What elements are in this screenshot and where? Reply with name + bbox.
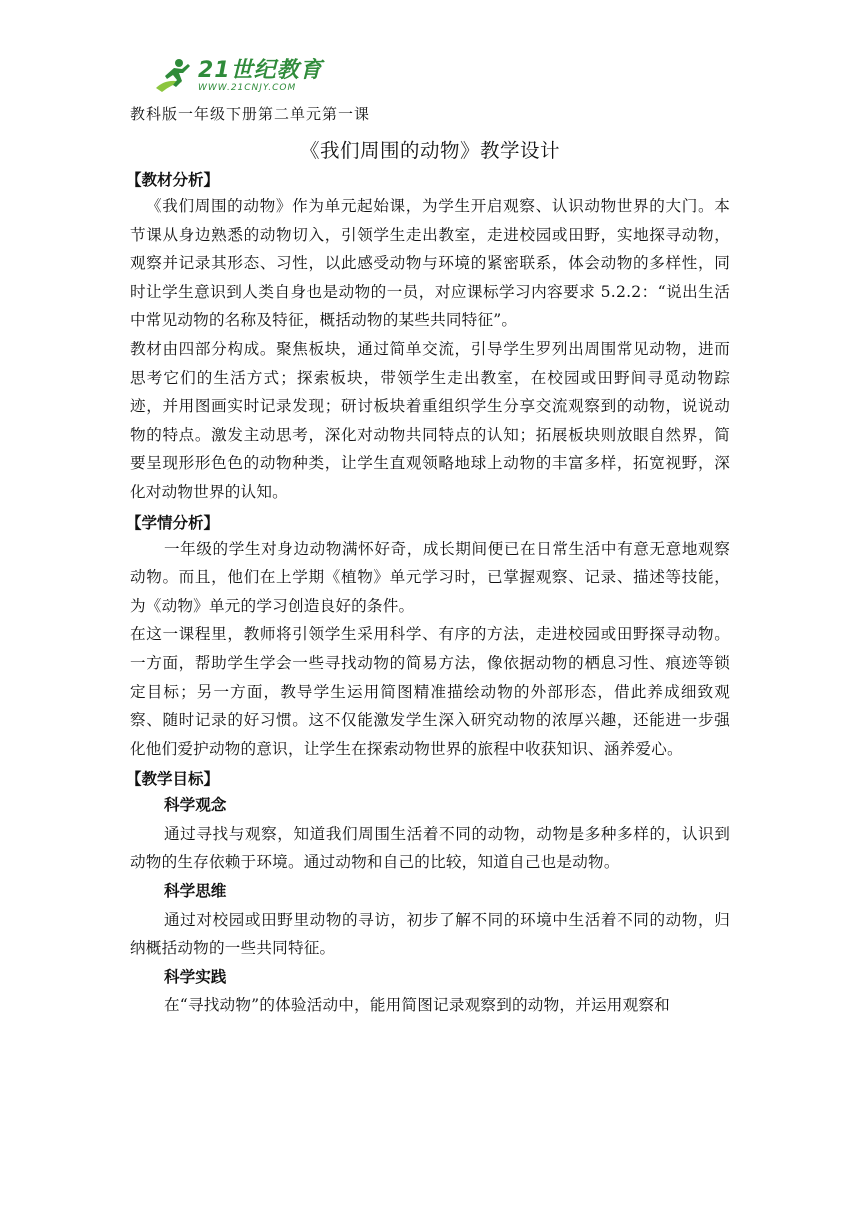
logo-url: WWW.21CNJY.COM xyxy=(198,82,297,93)
running-figure-icon xyxy=(152,54,196,98)
section-heading-students: 【学情分析】 xyxy=(126,512,220,532)
section-heading-materials: 【教材分析】 xyxy=(126,170,220,189)
logo-title: 21世纪教育 xyxy=(198,57,323,83)
students-paragraph-2: 在这一课程里，教师将引领学生采用科学、有序的方法，走进校园或田野探寻动物。一方面，帮助学生学会一些寻找动物的简易方法，像依据动物的栖息习性、痕迹等锁定目标；另一方面，教导学生运用简图精准描绘动物的外部形态，借此养成细致观察、随时记录的好习惯。这不仅能激发学生深入研究动物的浓厚兴趣，还能进一步强化他们爱护动物的意识，让学生在探索动物世界的旅程中收获知识、涵养爱心。 xyxy=(130,625,730,758)
materials-paragraph-1: 《我们周围的动物》作为单元起始课，为学生开启观察、认识动物世界的大门。本节课从身边熟悉的动物切入，引领学生走出教室，走进校园或田野，实地探寻动物，观察并记录其形态、习性，以此感受动物与环境的紧密联系，体会动物的多样性，同时让学生意识到人类自身也是动物的一员，对应课标学习内容要求 5.2.2：“说出生活中常见动物的名称及特征，概括动物的某些共同特征”。 xyxy=(130,197,730,330)
brand-logo xyxy=(152,52,730,100)
goal-practice-text: 在“寻找动物”的体验活动中，能用简图记录观察到的动物，并运用观察和 xyxy=(164,996,670,1015)
document-page xyxy=(126,52,730,1020)
section-heading-goals: 【教学目标】 xyxy=(126,769,220,789)
goal-concept-title: 科学观念 xyxy=(164,795,227,815)
goal-concept-text: 通过寻找与观察，知道我们周围生活着不同的动物，动物是多种多样的，认识到动物的生存依赖于环境。通过动物和自己的比较，知道自己也是动物。 xyxy=(130,824,730,872)
course-subtitle: 教科版一年级下册第二单元第一课 xyxy=(130,105,371,123)
document-title: 《我们周围的动物》教学设计 xyxy=(299,139,560,162)
students-paragraph-1: 一年级的学生对身边动物满怀好奇，成长期间便已在日常生活中有意无意地观察动物。而且，他们在上学期《植物》单元学习时，已掌握观察、记录、描述等技能，为《动物》单元的学习创造良好的条件。 xyxy=(130,539,730,615)
goal-thinking-text: 通过对校园或田野里动物的寻访，初步了解不同的环境中生活着不同的动物，归纳概括动物的一些共同特征。 xyxy=(130,910,730,958)
logo-text xyxy=(198,59,323,94)
goal-thinking-title: 科学思维 xyxy=(164,881,227,901)
materials-paragraph-2: 教材由四部分构成。聚焦板块，通过简单交流，引导学生罗列出周围常见动物，进而思考它们的生活方式；探索板块，带领学生走出教室，在校园或田野间寻觅动物踪迹，并用图画实时记录发现；研讨板块着重组织学生分享交流观察到的动物，说说动物的特点。激发主动思考，深化对动物共同特点的认知；拓展板块则放眼自然界，简要呈现形形色色的动物种类，让学生直观领略地球上动物的丰富多样，拓宽视野，深化对动物世界的认知。 xyxy=(130,339,730,501)
goal-practice-title: 科学实践 xyxy=(164,966,227,986)
